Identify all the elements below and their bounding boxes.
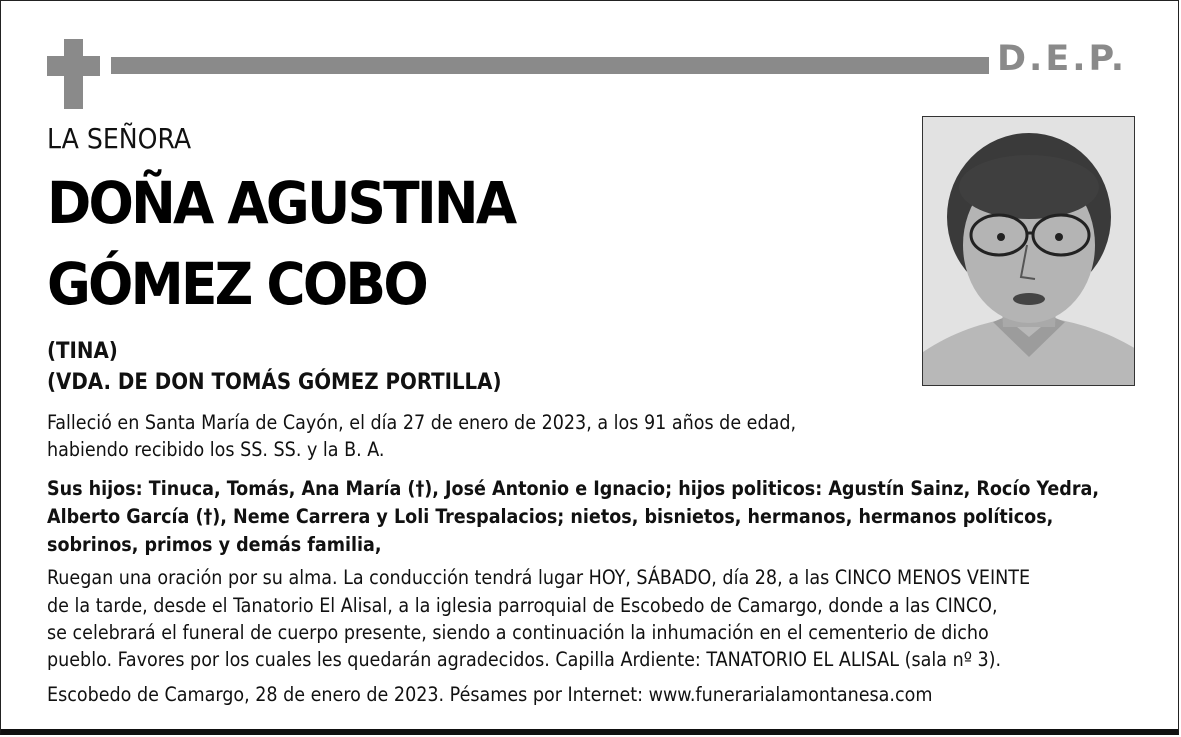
death-text-line-1: Falleció en Santa María de Cayón, el día 27 de enero de 2023, a los 91 años de edad,: [47, 411, 797, 434]
deceased-name-line-1: DOÑA AGUSTINA: [47, 169, 515, 237]
honorific: LA SEÑORA: [47, 122, 192, 155]
death-text-line-2: habiendo recibido los SS. SS. y la B. A.: [47, 438, 385, 461]
portrait-photo: [922, 116, 1135, 386]
dep-label: D.E.P.: [997, 39, 1128, 79]
service-text-line-4: pueblo. Favores por los cuales les quedarán agradecidos. Capilla Ardiente: TANATORIO EL ALISAL (sala nº 3).: [47, 648, 1002, 671]
deceased-name-line-2: GÓMEZ COBO: [47, 250, 426, 318]
service-text-line-3: se celebrará el funeral de cuerpo presente, siendo a continuación la inhumación en el cementerio de dicho: [47, 621, 989, 644]
family-text-line-1: Sus hijos: Tinuca, Tomás, Ana María (†), José Antonio e Ignacio; hijos politicos: Agustín Sainz, Rocío Yedra,: [47, 477, 1100, 500]
family-text-line-3: sobrinos, primos y demás familia,: [47, 533, 382, 556]
header-rule: [111, 57, 989, 74]
footer-line: Escobedo de Camargo, 28 de enero de 2023. Pésames por Internet: www.funerarialamontanesa.com: [47, 683, 933, 706]
nickname: (TINA): [47, 339, 118, 364]
service-text-line-2: de la tarde, desde el Tanatorio El Alisal, a la iglesia parroquial de Escobedo de Camargo, donde a las CINCO,: [47, 594, 998, 617]
service-text-line-1: Ruegan una oración por su alma. La conducción tendrá lugar HOY, SÁBADO, día 28, a las CINCO MENOS VEINTE: [47, 566, 1031, 589]
widow-of: (VDA. DE DON TOMÁS GÓMEZ PORTILLA): [47, 370, 502, 395]
family-text-line-2: Alberto García (†), Neme Carrera y Loli Trespalacios; nietos, bisnietos, hermanos, hermanos políticos,: [47, 505, 1054, 528]
